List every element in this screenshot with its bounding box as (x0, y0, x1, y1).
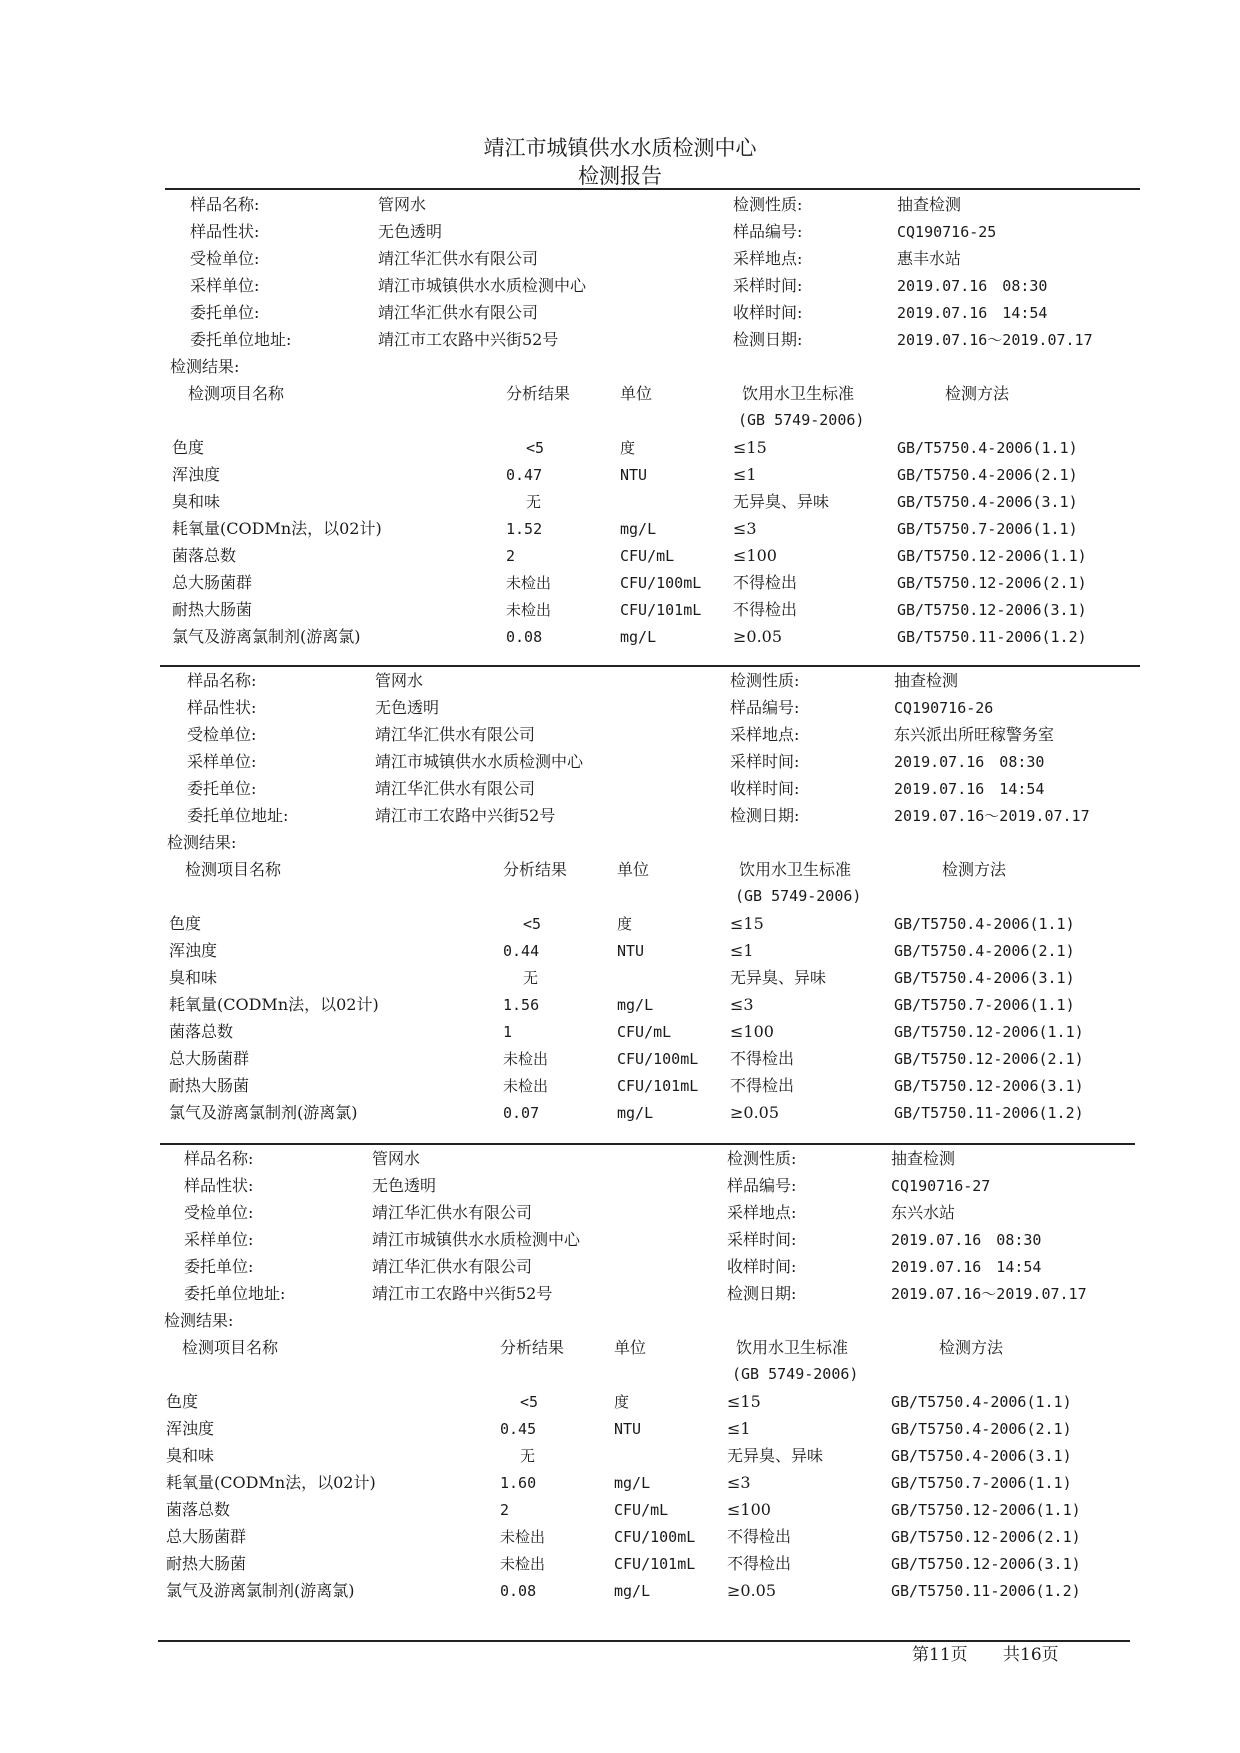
header-item: 检测项目名称 (188, 384, 285, 403)
header-method: 检测方法 (939, 1338, 1004, 1357)
cell-standard: 无异臭、异味 (727, 1446, 824, 1465)
cell-unit: CFU/100mL (614, 1528, 696, 1546)
cell-method: GB/T5750.4-2006(3.1) (897, 493, 1078, 511)
cell-item: 耐热大肠菌 (166, 1554, 247, 1573)
cell-result: <5 (520, 1393, 539, 1411)
cell-method: GB/T5750.4-2006(3.1) (891, 1447, 1072, 1465)
info-value: 2019.07.16 14:54 (891, 1258, 1042, 1276)
cell-item: 氯气及游离氯制剂(游离氯) (166, 1581, 355, 1600)
cell-method: GB/T5750.4-2006(2.1) (897, 466, 1078, 484)
info-value: CQ190716-27 (891, 1177, 991, 1195)
info-value: 无色透明 (372, 1176, 437, 1195)
info-label: 检测日期: (733, 330, 803, 349)
cell-unit: CFU/mL (614, 1501, 669, 1519)
cell-item: 耗氧量(CODMn法，以02计) (166, 1473, 376, 1492)
cell-result: 1.52 (506, 520, 543, 538)
report-org-title: 靖江市城镇供水水质检测中心 (483, 136, 757, 160)
cell-standard: 无异臭、异味 (733, 492, 830, 511)
info-value: 管网水 (375, 671, 424, 690)
info-value: 东兴派出所旺稼警务室 (894, 725, 1055, 744)
header-result: 分析结果 (506, 384, 571, 403)
info-value: 抽查检测 (897, 195, 962, 214)
cell-standard: ≤1 (727, 1419, 751, 1438)
cell-result: 未检出 (506, 574, 552, 592)
info-value: 靖江市城镇供水水质检测中心 (378, 276, 587, 295)
info-label: 采样地点: (733, 249, 803, 268)
info-label: 检测性质: (727, 1149, 797, 1168)
cell-method: GB/T5750.12-2006(1.1) (894, 1023, 1084, 1041)
cell-unit: 度 (614, 1393, 630, 1411)
cell-standard: ≤15 (733, 438, 767, 457)
cell-standard: 不得检出 (727, 1554, 792, 1573)
info-label: 采样时间: (727, 1230, 797, 1249)
cell-method: GB/T5750.4-2006(3.1) (894, 969, 1075, 987)
cell-method: GB/T5750.11-2006(1.2) (894, 1104, 1084, 1122)
cell-result: 0.08 (506, 628, 543, 646)
cell-unit: mg/L (617, 1104, 654, 1122)
cell-result: <5 (526, 439, 545, 457)
info-label: 采样单位: (187, 752, 257, 771)
info-value: 靖江华汇供水有限公司 (372, 1203, 533, 1222)
info-label: 委托单位: (187, 779, 257, 798)
cell-standard: 不得检出 (730, 1049, 795, 1068)
cell-unit: CFU/100mL (620, 574, 702, 592)
cell-unit: CFU/101mL (614, 1555, 696, 1573)
cell-unit: NTU (614, 1420, 642, 1438)
cell-item: 总大肠菌群 (172, 573, 253, 592)
cell-result: 1.56 (503, 996, 540, 1014)
info-value: 抽查检测 (894, 671, 959, 690)
cell-unit: mg/L (620, 520, 657, 538)
header-standard: 饮用水卫生标准 (739, 860, 852, 879)
cell-method: GB/T5750.4-2006(2.1) (891, 1420, 1072, 1438)
info-label: 委托单位地址: (184, 1284, 286, 1303)
cell-unit: mg/L (620, 628, 657, 646)
cell-standard: ≤3 (733, 519, 757, 538)
info-label: 检测日期: (730, 806, 800, 825)
cell-method: GB/T5750.7-2006(1.1) (897, 520, 1078, 538)
info-value: 2019.07.16～2019.07.17 (891, 1285, 1087, 1303)
cell-item: 耐热大肠菌 (172, 600, 253, 619)
header-unit: 单位 (617, 860, 650, 879)
info-value: 靖江市城镇供水水质检测中心 (375, 752, 584, 771)
cell-item: 色度 (172, 438, 205, 457)
cell-method: GB/T5750.4-2006(2.1) (894, 942, 1075, 960)
cell-standard: ≥0.05 (733, 627, 783, 646)
cell-standard: ≤100 (730, 1022, 774, 1041)
cell-method: GB/T5750.12-2006(2.1) (897, 574, 1087, 592)
info-value: 2019.07.16 14:54 (897, 304, 1048, 322)
cell-standard: ≤15 (730, 914, 764, 933)
cell-item: 菌落总数 (166, 1500, 231, 1519)
cell-standard: 不得检出 (733, 600, 798, 619)
info-value: 靖江市工农路中兴街52号 (375, 806, 556, 825)
cell-unit: CFU/mL (620, 547, 675, 565)
section-divider (160, 1143, 1135, 1145)
cell-item: 色度 (169, 914, 202, 933)
cell-item: 臭和味 (169, 968, 218, 987)
cell-method: GB/T5750.12-2006(3.1) (891, 1555, 1081, 1573)
info-value: 靖江华汇供水有限公司 (378, 303, 539, 322)
header-item: 检测项目名称 (182, 1338, 279, 1357)
cell-item: 臭和味 (172, 492, 221, 511)
cell-method: GB/T5750.12-2006(2.1) (894, 1050, 1084, 1068)
info-value: 2019.07.16 08:30 (894, 753, 1045, 771)
info-label: 采样时间: (730, 752, 800, 771)
cell-standard: ≤3 (727, 1473, 751, 1492)
cell-method: GB/T5750.12-2006(3.1) (894, 1077, 1084, 1095)
info-value: CQ190716-26 (894, 699, 994, 717)
cell-standard: ≤1 (733, 465, 757, 484)
cell-standard: 不得检出 (733, 573, 798, 592)
cell-item: 总大肠菌群 (166, 1527, 247, 1546)
info-label: 受检单位: (187, 725, 257, 744)
info-label: 收样时间: (730, 779, 800, 798)
info-label: 采样地点: (730, 725, 800, 744)
info-value: 管网水 (378, 195, 427, 214)
info-value: 2019.07.16 08:30 (891, 1231, 1042, 1249)
cell-unit: CFU/100mL (617, 1050, 699, 1068)
cell-result: 2 (506, 547, 516, 565)
cell-item: 浑浊度 (166, 1419, 215, 1438)
info-label: 样品性状: (184, 1176, 254, 1195)
page-total: 共16页 (1003, 1645, 1059, 1665)
cell-result: 0.45 (500, 1420, 537, 1438)
cell-method: GB/T5750.11-2006(1.2) (891, 1582, 1081, 1600)
cell-unit: CFU/101mL (617, 1077, 699, 1095)
cell-item: 氯气及游离氯制剂(游离氯) (172, 627, 361, 646)
info-label: 收样时间: (727, 1257, 797, 1276)
info-value: 东兴水站 (891, 1203, 956, 1222)
cell-result: 无 (520, 1447, 536, 1465)
cell-method: GB/T5750.12-2006(2.1) (891, 1528, 1081, 1546)
cell-standard: 无异臭、异味 (730, 968, 827, 987)
info-label: 委托单位: (184, 1257, 254, 1276)
cell-item: 浑浊度 (169, 941, 218, 960)
info-value: 靖江市工农路中兴街52号 (378, 330, 559, 349)
info-value: 无色透明 (375, 698, 440, 717)
cell-result: 未检出 (503, 1050, 549, 1068)
cell-unit: NTU (617, 942, 645, 960)
info-label: 采样时间: (733, 276, 803, 295)
cell-method: GB/T5750.4-2006(1.1) (897, 439, 1078, 457)
cell-standard: ≤3 (730, 995, 754, 1014)
info-label: 检测性质: (730, 671, 800, 690)
cell-unit: CFU/101mL (620, 601, 702, 619)
page-number: 第11页 (912, 1645, 968, 1665)
cell-result: 未检出 (500, 1555, 546, 1573)
cell-item: 色度 (166, 1392, 199, 1411)
info-value: 2019.07.16～2019.07.17 (894, 807, 1090, 825)
cell-result: 0.44 (503, 942, 540, 960)
cell-item: 耗氧量(CODMn法，以02计) (172, 519, 382, 538)
info-label: 样品编号: (733, 222, 803, 241)
info-value: 靖江市城镇供水水质检测中心 (372, 1230, 581, 1249)
results-label-text: 检测结果: (170, 357, 240, 376)
cell-item: 耐热大肠菌 (169, 1076, 250, 1095)
cell-result: 0.08 (500, 1582, 537, 1600)
info-label: 收样时间: (733, 303, 803, 322)
header-unit: 单位 (614, 1338, 647, 1357)
header-item: 检测项目名称 (185, 860, 282, 879)
cell-method: GB/T5750.7-2006(1.1) (891, 1474, 1072, 1492)
cell-item: 浑浊度 (172, 465, 221, 484)
info-value: 抽查检测 (891, 1149, 956, 1168)
info-value: 靖江市工农路中兴街52号 (372, 1284, 553, 1303)
info-label: 受检单位: (184, 1203, 254, 1222)
cell-result: 2 (500, 1501, 510, 1519)
cell-standard: ≥0.05 (727, 1581, 777, 1600)
cell-result: 未检出 (506, 601, 552, 619)
cell-unit: mg/L (614, 1474, 651, 1492)
info-value: CQ190716-25 (897, 223, 997, 241)
cell-result: <5 (523, 915, 542, 933)
cell-result: 0.07 (503, 1104, 540, 1122)
cell-result: 无 (523, 969, 539, 987)
info-label: 样品编号: (727, 1176, 797, 1195)
info-value: 管网水 (372, 1149, 421, 1168)
header-standard: 饮用水卫生标准 (742, 384, 855, 403)
top-rule (165, 188, 1140, 190)
cell-item: 臭和味 (166, 1446, 215, 1465)
results-label-text: 检测结果: (164, 1311, 234, 1330)
header-standard-ref: (GB 5749-2006) (732, 1365, 859, 1383)
info-value: 2019.07.16～2019.07.17 (897, 331, 1093, 349)
cell-unit: 度 (620, 439, 636, 457)
info-value: 惠丰水站 (897, 249, 962, 268)
cell-item: 总大肠菌群 (169, 1049, 250, 1068)
cell-unit: mg/L (617, 996, 654, 1014)
cell-result: 无 (526, 493, 542, 511)
info-label: 受检单位: (190, 249, 260, 268)
info-value: 2019.07.16 08:30 (897, 277, 1048, 295)
header-result: 分析结果 (503, 860, 568, 879)
cell-item: 菌落总数 (172, 546, 237, 565)
header-standard: 饮用水卫生标准 (736, 1338, 849, 1357)
cell-unit: mg/L (614, 1582, 651, 1600)
cell-standard: ≤1 (730, 941, 754, 960)
info-label: 样品名称: (184, 1149, 254, 1168)
cell-standard: 不得检出 (730, 1076, 795, 1095)
cell-unit: 度 (617, 915, 633, 933)
info-value: 无色透明 (378, 222, 443, 241)
cell-unit: CFU/mL (617, 1023, 672, 1041)
info-value: 靖江华汇供水有限公司 (372, 1257, 533, 1276)
info-value: 靖江华汇供水有限公司 (375, 725, 536, 744)
cell-method: GB/T5750.12-2006(1.1) (897, 547, 1087, 565)
cell-method: GB/T5750.12-2006(1.1) (891, 1501, 1081, 1519)
header-method: 检测方法 (945, 384, 1010, 403)
cell-standard: ≤100 (733, 546, 777, 565)
report-subtitle: 检测报告 (578, 164, 662, 188)
header-result: 分析结果 (500, 1338, 565, 1357)
info-label: 采样单位: (190, 276, 260, 295)
info-value: 2019.07.16 14:54 (894, 780, 1045, 798)
cell-standard: ≤15 (727, 1392, 761, 1411)
cell-method: GB/T5750.11-2006(1.2) (897, 628, 1087, 646)
header-standard-ref: (GB 5749-2006) (738, 411, 865, 429)
section-divider (160, 665, 1140, 667)
info-label: 检测性质: (733, 195, 803, 214)
cell-method: GB/T5750.4-2006(1.1) (894, 915, 1075, 933)
info-label: 样品名称: (190, 195, 260, 214)
cell-result: 未检出 (503, 1077, 549, 1095)
info-label: 样品性状: (187, 698, 257, 717)
cell-standard: 不得检出 (727, 1527, 792, 1546)
header-standard-ref: (GB 5749-2006) (735, 887, 862, 905)
info-label: 委托单位地址: (187, 806, 289, 825)
info-label: 采样单位: (184, 1230, 254, 1249)
info-label: 检测日期: (727, 1284, 797, 1303)
cell-standard: ≤100 (727, 1500, 771, 1519)
header-method: 检测方法 (942, 860, 1007, 879)
info-label: 样品性状: (190, 222, 260, 241)
cell-item: 氯气及游离氯制剂(游离氯) (169, 1103, 358, 1122)
cell-method: GB/T5750.7-2006(1.1) (894, 996, 1075, 1014)
info-value: 靖江华汇供水有限公司 (375, 779, 536, 798)
cell-result: 1 (503, 1023, 513, 1041)
info-label: 采样地点: (727, 1203, 797, 1222)
cell-result: 0.47 (506, 466, 543, 484)
cell-item: 菌落总数 (169, 1022, 234, 1041)
cell-method: GB/T5750.4-2006(1.1) (891, 1393, 1072, 1411)
results-label-text: 检测结果: (167, 833, 237, 852)
cell-method: GB/T5750.12-2006(3.1) (897, 601, 1087, 619)
info-label: 委托单位地址: (190, 330, 292, 349)
cell-result: 1.60 (500, 1474, 537, 1492)
cell-standard: ≥0.05 (730, 1103, 780, 1122)
cell-unit: NTU (620, 466, 648, 484)
bottom-rule (158, 1640, 1130, 1642)
header-unit: 单位 (620, 384, 653, 403)
info-label: 委托单位: (190, 303, 260, 322)
cell-item: 耗氧量(CODMn法，以02计) (169, 995, 379, 1014)
info-value: 靖江华汇供水有限公司 (378, 249, 539, 268)
info-label: 样品名称: (187, 671, 257, 690)
info-label: 样品编号: (730, 698, 800, 717)
cell-result: 未检出 (500, 1528, 546, 1546)
